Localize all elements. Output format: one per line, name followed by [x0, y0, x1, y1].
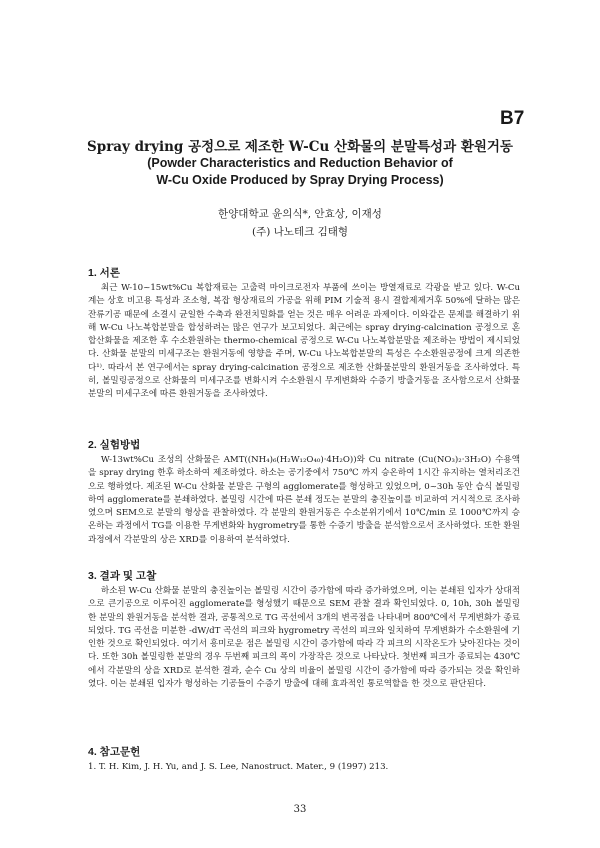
section-references — [88, 744, 520, 774]
section-introduction — [88, 265, 520, 402]
section-heading: 3. 결과 및 고찰 — [88, 570, 157, 582]
section-results — [88, 568, 520, 691]
title-korean: Spray drying 공정으로 제조한 W-Cu 산화물의 분말특성과 환원거동 — [87, 139, 513, 155]
abstract-code: B7 — [500, 108, 525, 129]
section-heading: 4. 참고문헌 — [88, 746, 141, 758]
section-methods — [88, 437, 520, 547]
title-english-line1: (Powder Characteristics and Reduction Behavior of — [147, 156, 453, 170]
authors-affiliation-2: (주) 나노테크 김태형 — [251, 226, 348, 238]
section-heading: 1. 서론 — [88, 267, 120, 279]
title-english-line2: W-Cu Oxide Produced by Spray Drying Process) — [156, 173, 444, 187]
page-number: 33 — [293, 804, 307, 815]
section-body: W-13wt%Cu 조성의 산화물은 AMT((NH₄)₆(H₂W₁₂O₄₀)·4H₂O))와 Cu nitrate (Cu(NO₃)₂·3H₂O) 수용액을 spray drying 한후 하소하여 제조하였다. 하소는 공기중에서 750℃ 까지 승온하여 1시간 유지하는 열처리조건으로 행하였다. 제조된 W-Cu 산화물 분말은 구형의 agglomerate를 형성하고 있었으며, 0~30h 동안 습식 볼밀링하여 agglomerate를 분쇄하였다. 볼밀링 시간에 따른 분쇄 정도는 분말의 충진높이를 비교하여 거시적으로 조사하였으며 SEM으로 분말의 형상을 관찰하였다. 각 분말의 환원거동은 수소분위기에서 10℃/min 로 1000℃까지 승온하는 과정에서 TG를 이용한 무게변화와 hygrometry를 통한 수증기 방출을 분석함으로서 조사하였다. 또한 환원과정에서 각분말의 상은 XRD를 이용하여 분석하였다. — [88, 455, 520, 545]
section-body: 하소된 W-Cu 산화물 분말의 충진높이는 볼밀링 시간이 증가함에 따라 증가하였으며, 이는 분쇄된 입자가 상대적으로 큰기공으로 이루어진 agglomerate를 형성했기 때문으로 SEM 관찰 결과 확인되었다. 0, 10h, 30h 볼밀링한 분말의 환원거동을 분석한 결과, 공통적으로 TG 곡선에서 3개의 변곡점을 나타내며 800℃에서 무게변화가 종료되었다. TG 곡선을 미분한 -dW/dT 곡선의 피크와 hygrometry 곡선의 피크와 일치하여 무게변화가 수소환원에 기인한 것으로 확인되었다. 여기서 흥미로운 점은 볼밀링 시간이 증가함에 따라 각 피크의 시작온도가 낮아진다는 것이다. 또한 30h 볼밀링한 분말의 경우 두번째 피크의 폭이 가장작은 것으로 나타났다. 첫번째 피크가 종료되는 430℃에서 각분말의 상을 XRD로 분석한 결과, 순수 Cu 상의 비율이 볼밀링 시간이 증가함에 따라 증가되는 것을 확인하였다. 이는 분쇄된 입자가 형성하는 기공들이 수증기 방출에 대해 효과적인 통로역할을 한 것으로 판단된다. — [88, 586, 520, 690]
reference-item: 1. T. H. Kim, J. H. Yu, and J. S. Lee, Nanostruct. Mater., 9 (1997) 213. — [88, 762, 389, 772]
section-heading: 2. 실험방법 — [88, 439, 141, 451]
authors-affiliation-1: 한양대학교 윤의식*, 안효상, 이재성 — [218, 208, 382, 220]
section-body: 최근 W-10~15wt%Cu 복합재료는 고출력 마이크로전자 부품에 쓰이는 방열재료로 각광을 받고 있다. W-Cu 계는 상호 비고용 특성과 조소형, 복잡 형상재료의 가공을 위해 PIM 기술적 용시 결합제제거후 50%에 달하는 많은 잔류기공 때문에 소결시 균일한 수축과 완전치밀화를 얻는 것은 매우 어려운 과제이다. 이와같은 문제를 해결하기 위해 W-Cu 나노복합분말을 합성하려는 많은 연구가 보고되었다. 최근에는 spray drying-calcination 공정으로 혼합산화물을 제조한 후 수소환원하는 thermo-chemical 공정으로 W-Cu 나노복합분말을 제조하는 방법이 제시되었다. 산화물 분말의 미세구조는 환원거동에 영향을 주며, W-Cu 나노복합분말의 특성은 수소환원공정에 크게 의존한다¹⁾. 따라서 본 연구에서는 spray drying-calcination 공정으로 제조한 산화물분말의 환원거동을 조사하였다. 특히, 볼밀링공정으로 산화물의 미세구조를 변화시켜 수소환원시 무게변화와 수증기 방출거동을 조사함으로서 산화물 분말의 미세구조에 따른 환원거동을 조사하였다. — [88, 283, 520, 400]
